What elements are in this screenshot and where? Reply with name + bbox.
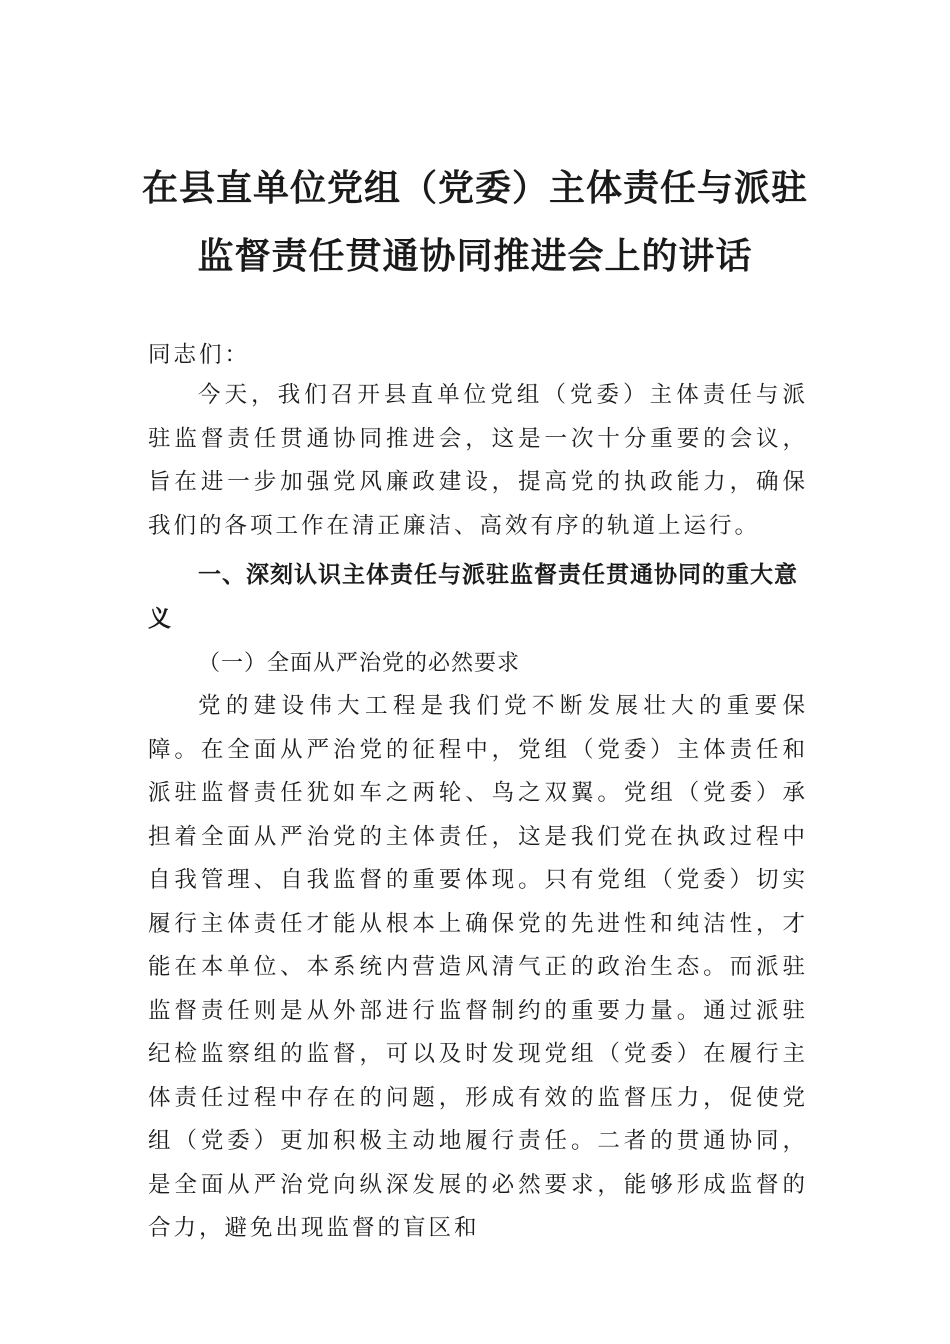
intro-paragraph: 今天，我们召开县直单位党组（党委）主体责任与派驻监督责任贯通协同推进会，这是一次十分重要的会议，旨在进一步加强党风廉政建设，提高党的执政能力，确保我们的各项工作在清正廉洁、高效有序的轨道上运行。 — [148, 382, 808, 539]
document-title-line-1: 在县直单位党组（党委）主体责任与派驻 — [141, 167, 808, 209]
document-title-line-2: 监督责任贯通协同推进会上的讲话 — [197, 235, 753, 277]
subsection-1-paragraph: 党的建设伟大工程是我们党不断发展壮大的重要保障。在全面从严治党的征程中，党组（党委）主体责任和派驻监督责任犹如车之两轮、鸟之双翼。党组（党委）承担着全面从严治党的主体责任，这是我们党在执政过程中自我管理、自我监督的重要体现。只有党组（党委）切实履行主体责任才能从根本上确保党的先进性和纯洁性，才能在本单位、本系统内营造风清气正的政治生态。而派驻监督责任则是从外部进行监督制约的重要力量。通过派驻纪检监察组的监督，可以及时发现党组（党委）在履行主体责任过程中存在的问题，形成有效的监督压力，促使党组（党委）更加积极主动地履行责任。二者的贯通协同，是全面从严治党向纵深发展的必然要求，能够形成监督的合力，避免出现监督的盲区和 — [148, 693, 808, 1241]
section-heading-1: 一、深刻认识主体责任与派驻监督责任贯通协同的重大意义 — [148, 562, 798, 632]
salutation: 同志们： — [148, 342, 251, 368]
subsection-heading-1: （一）全面从严治党的必然要求 — [198, 651, 521, 676]
